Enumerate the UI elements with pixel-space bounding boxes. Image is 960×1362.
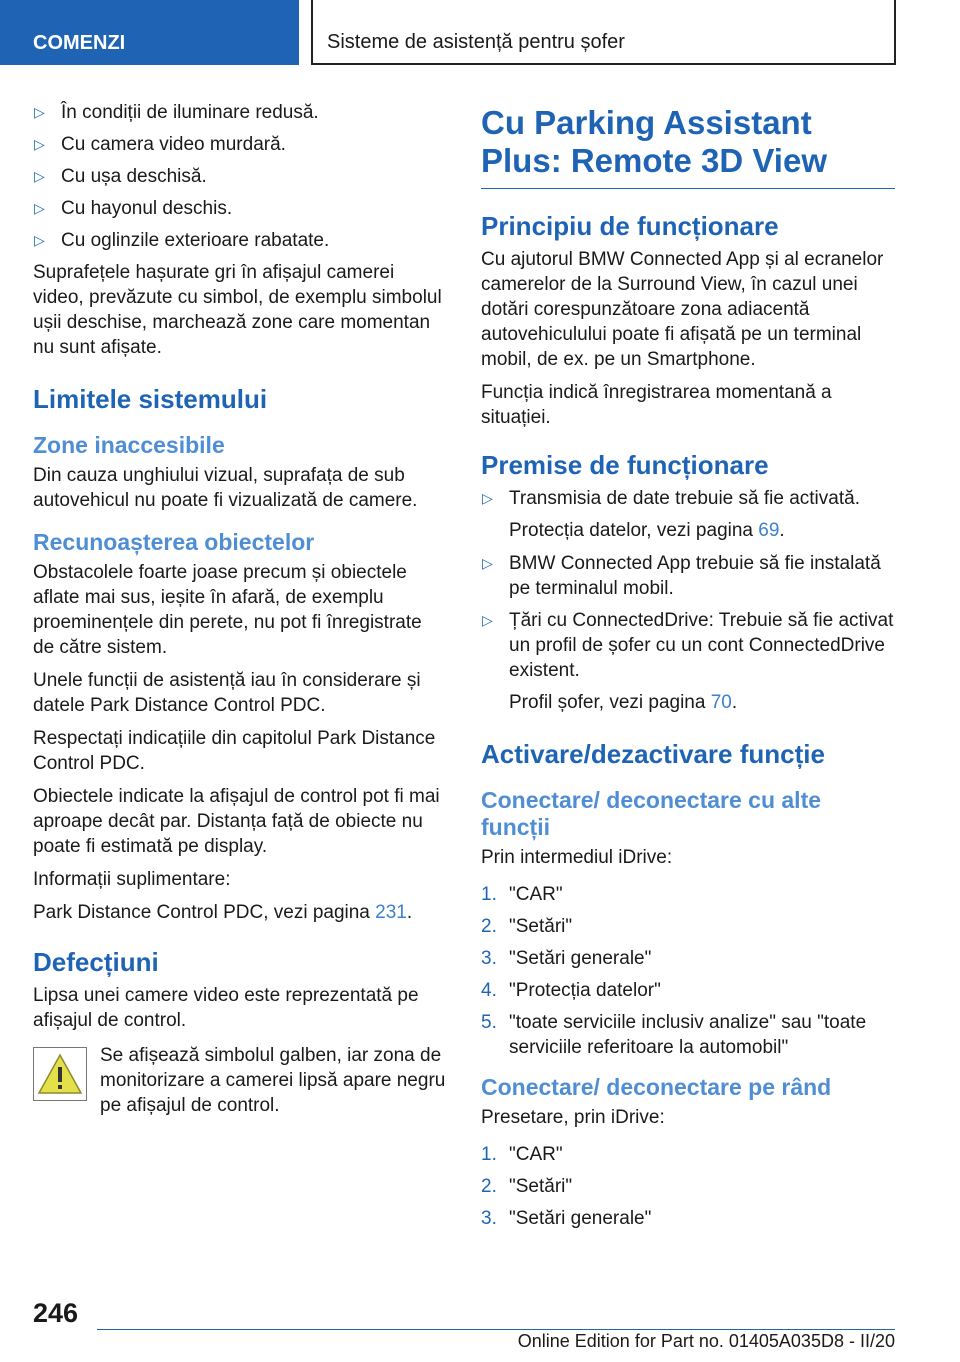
bullet-triangle-icon: ▷ (482, 490, 493, 506)
idrive-paragraph: Prin intermediul iDrive: (481, 847, 673, 868)
list-item: ▷ BMW Connected App trebuie să fie instalată pe terminalul mobil. (482, 553, 881, 599)
step-text: "CAR" (509, 1144, 563, 1165)
pdc-reference: Park Distance Control PDC, vezi pagina 231. (33, 902, 413, 923)
step-item (481, 1206, 895, 1231)
step-number: 1. (481, 1144, 497, 1165)
bullet-triangle-icon: ▷ (34, 136, 45, 152)
step-text: "CAR" (509, 884, 563, 905)
step-number: 2. (481, 916, 497, 937)
step-item (481, 978, 895, 1003)
step-item (481, 1142, 895, 1167)
main-heading: Cu Parking Assistant Plus: Remote 3D View (481, 104, 895, 189)
recognition-paragraph-1: Obstacolele foarte joase precum și obiectele aflate mai sus, ieșite în afară, de exemplu proeminențele din perete, nu pot fi înregistrate de către sistem. (33, 562, 422, 658)
page-link[interactable]: 70 (710, 692, 732, 713)
page-link[interactable]: 231 (375, 902, 407, 923)
activation-heading: Activare/dezactivare funcție (481, 739, 825, 769)
warning-triangle-icon (33, 1047, 87, 1101)
chapter-title: Sisteme de asistență pentru șofer (327, 31, 625, 53)
driver-profile-reference: Profil șofer, vezi pagina 70. (509, 692, 738, 713)
step-number: 5. (481, 1012, 497, 1033)
step-item (481, 1010, 895, 1060)
step-number: 4. (481, 980, 497, 1001)
list-item: ▷ Cu hayonul deschis. (34, 198, 233, 219)
prerequisites-heading: Premise de funcționare (481, 450, 769, 480)
chapter-header (311, 0, 896, 65)
footer-divider (97, 1329, 895, 1330)
zones-paragraph: Din cauza unghiului vizual, suprafața de sub autovehicul nu poate fi vizualizată de camere. (33, 465, 418, 511)
defects-paragraph: Lipsa unei camere video este reprezentată pe afișajul de control. (33, 985, 419, 1031)
list-item: ▷ Cu ușa deschisă. (34, 166, 207, 187)
step-text: "Setări" (509, 916, 573, 937)
bullet-triangle-icon: ▷ (482, 555, 493, 571)
section-title: COMENZI (33, 32, 126, 54)
step-item (481, 914, 895, 939)
step-item (481, 882, 895, 907)
step-number: 3. (481, 1208, 497, 1229)
list-item: ▷ Transmisia de date trebuie să fie activată. (482, 488, 860, 509)
left-column (33, 100, 448, 1118)
step-text: "Protecția datelor" (509, 980, 661, 1001)
warning-note (33, 1043, 448, 1118)
step-text: "Setări generale" (509, 948, 652, 969)
surfaces-paragraph: Suprafețele hașurate gri în afișajul camerei video, prevăzute cu simbol, de exemplu simbolul ușii deschise, marchează zone care momentan nu sunt afișate. (33, 262, 442, 358)
step-text: "Setări" (509, 1176, 573, 1197)
step-item (481, 1174, 895, 1199)
zones-heading: Zone inaccesibile (33, 432, 225, 458)
principle-heading: Principiu de funcționare (481, 211, 779, 241)
principle-paragraph-1: Cu ajutorul BMW Connected App și al ecranelor camerelor de la Surround View, în cazul unei dotări corespunzătoare zona adiacentă autovehiculului poate fi afișată pe un terminal mobil, de ex. pe un Smartphone. (481, 249, 884, 370)
preset-paragraph: Presetare, prin iDrive: (481, 1107, 665, 1128)
right-column (481, 104, 895, 1238)
limits-heading: Limitele sistemului (33, 384, 268, 414)
recognition-heading: Recunoașterea obiectelor (33, 529, 315, 555)
section-tab (0, 0, 299, 65)
edition-note: Online Edition for Part no. 01405A035D8 - II/20 (517, 1331, 895, 1351)
connect-other-heading: Conectare/ deconectare cu alte funcții (481, 787, 822, 840)
bullet-triangle-icon: ▷ (482, 612, 493, 628)
page-number: 246 (33, 1298, 79, 1328)
info-paragraph: Informații suplimentare: (33, 869, 231, 890)
recognition-paragraph-4: Obiectele indicate la afișajul de control pot fi mai aproape decât par. Distanța față de obiecte nu poate fi estimată pe display. (33, 786, 440, 857)
list-item: ▷ Cu oglinzile exterioare rabatate. (34, 230, 330, 251)
step-number: 1. (481, 884, 497, 905)
steps-list-1 (481, 882, 895, 1060)
data-protection-reference: Protecția datelor, vezi pagina 69. (509, 520, 785, 541)
step-number: 3. (481, 948, 497, 969)
defects-heading: Defecțiuni (33, 947, 159, 977)
recognition-paragraph-3: Respectați indicațiile din capitolul Park Distance Control PDC. (33, 728, 436, 774)
bullet-triangle-icon: ▷ (34, 104, 45, 120)
bullet-triangle-icon: ▷ (34, 200, 45, 216)
step-number: 2. (481, 1176, 497, 1197)
list-item: ▷ Cu camera video murdară. (34, 134, 286, 155)
recognition-paragraph-2: Unele funcții de asistență iau în considerare și datele Park Distance Control PDC. (33, 670, 421, 716)
bullet-triangle-icon: ▷ (34, 168, 45, 184)
bullet-triangle-icon: ▷ (34, 232, 45, 248)
list-item: ▷ Țări cu ConnectedDrive: Trebuie să fie activat un profil de șofer cu un cont ConnectedDrive existent. (482, 610, 894, 681)
warning-text: Se afișează simbolul galben, iar zona de monitorizare a camerei lipsă apare negru pe afișajul de control. (100, 1045, 446, 1116)
step-text: "toate serviciile inclusiv analize" sau "toate serviciile referitoare la automobil" (509, 1012, 867, 1058)
step-item (481, 946, 895, 971)
steps-list-2 (481, 1142, 895, 1231)
list-item: ▷ În condiții de iluminare redusă. (34, 102, 319, 123)
principle-paragraph-2: Funcția indică înregistrarea momentană a situației. (481, 382, 832, 428)
page-link[interactable]: 69 (758, 520, 780, 541)
step-text: "Setări generale" (509, 1208, 652, 1229)
connect-row-heading: Conectare/ deconectare pe rând (481, 1074, 832, 1100)
